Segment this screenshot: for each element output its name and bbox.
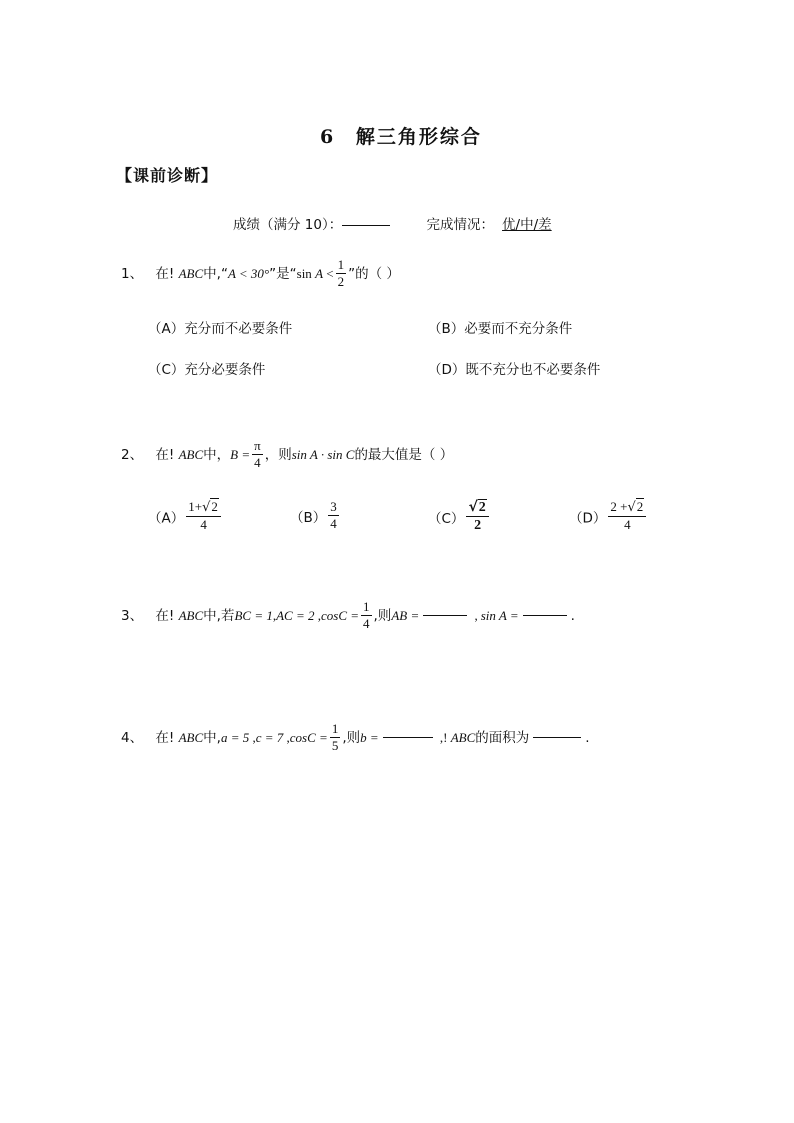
q4-number: 4、 xyxy=(121,729,144,746)
q2-option-a-fraction xyxy=(186,500,221,533)
q4-ze: ,则 xyxy=(342,729,361,746)
q3-ze: ,则 xyxy=(373,607,392,624)
q3-ab-blank[interactable] xyxy=(423,615,467,616)
q3-frac-num: 1 xyxy=(361,600,372,616)
q3-triangle: ABC xyxy=(178,607,204,623)
q4-comma-3: ,! xyxy=(436,729,451,745)
q1-option-a[interactable]: （A）充分而不必要条件 xyxy=(148,321,293,337)
q2-expression: sin A · sin C xyxy=(291,446,355,462)
q2-option-b-num: 3 xyxy=(328,500,339,516)
q2-zhong: 中， xyxy=(203,446,231,463)
q2-option-a-label: （A） xyxy=(148,510,185,527)
q3-fraction xyxy=(361,600,372,632)
q4-triangle-2: ABC xyxy=(450,729,476,745)
q2-frac-num: π xyxy=(252,439,263,455)
q2-option-b[interactable] xyxy=(290,500,341,532)
q1-option-b[interactable]: （B）必要而不充分条件 xyxy=(428,321,573,337)
q1-is: ”是“ xyxy=(269,265,297,282)
page-title xyxy=(320,122,482,149)
q2-c-radicand: 2 xyxy=(478,500,486,515)
q4-b: b = xyxy=(360,729,379,745)
status-label: 完成情况： xyxy=(426,217,495,233)
q2-option-d-label: （D） xyxy=(569,510,607,527)
q4-cos: cosC = xyxy=(289,729,328,745)
q2-frac-den: 4 xyxy=(254,455,261,471)
q2-triangle: ABC xyxy=(178,446,204,462)
q1-condition: A < 30° xyxy=(227,265,270,281)
q1-lead: 在! xyxy=(155,265,179,282)
q1-frac-num: 1 xyxy=(336,258,347,274)
q2-tail: 的最大值是（ ） xyxy=(354,446,454,463)
q4-area: 的面积为 xyxy=(475,729,530,746)
q4-frac-num: 1 xyxy=(330,722,341,738)
q4-frac-den: 5 xyxy=(331,738,339,754)
q2-option-c[interactable] xyxy=(428,500,491,534)
q2-b-eq: B = xyxy=(230,446,251,462)
q3-lead: 在! xyxy=(155,607,179,624)
q2-option-d-den: 4 xyxy=(624,517,631,533)
q1-number: 1、 xyxy=(121,265,144,282)
score-line xyxy=(233,213,552,233)
q1-frac-den: 2 xyxy=(337,274,345,290)
q2-a-num-text: 1+ xyxy=(188,499,203,514)
q2-d-num-text: 2 + xyxy=(610,499,628,514)
q4-b-blank[interactable] xyxy=(383,737,433,738)
q4-comma-1: , xyxy=(249,729,256,745)
q2-fraction xyxy=(252,439,263,471)
q2-option-c-label: （C） xyxy=(428,510,465,527)
q3-sina: sin A = xyxy=(480,607,519,623)
q4-lead: 在! xyxy=(155,729,179,746)
question-3 xyxy=(121,600,575,632)
q2-d-radicand: 2 xyxy=(636,499,644,514)
q3-comma-1: , xyxy=(272,607,277,623)
sqrt-icon: √ xyxy=(627,500,636,515)
q2-option-b-den: 4 xyxy=(330,516,337,532)
q2-option-c-fraction xyxy=(466,500,488,534)
q2-a-radicand: 2 xyxy=(211,499,218,514)
q2-number: 2、 xyxy=(121,446,144,463)
q3-comma-3: , xyxy=(471,607,478,623)
q2-option-c-den: 2 xyxy=(474,518,482,534)
q3-ab: AB = xyxy=(391,607,420,623)
q2-option-d-num xyxy=(608,500,646,517)
q2-option-c-num xyxy=(466,500,488,517)
q4-comma-2: , xyxy=(283,729,290,745)
q2-option-a-num xyxy=(186,500,221,517)
q1-triangle: ABC xyxy=(178,265,204,281)
q3-bc: BC = 1 xyxy=(234,607,273,623)
q3-ruo: 中,若 xyxy=(203,607,235,624)
q1-a: A xyxy=(315,265,324,281)
q4-area-blank[interactable] xyxy=(533,737,581,738)
title-number: 6 xyxy=(320,126,336,148)
q3-ac: AC = 2 xyxy=(276,607,315,623)
q3-cos: cosC = xyxy=(320,607,360,623)
q1-lt: < xyxy=(323,265,334,281)
q3-number: 3、 xyxy=(121,607,144,624)
q1-option-c[interactable]: （C）充分必要条件 xyxy=(148,362,266,378)
question-2 xyxy=(121,439,453,471)
q2-ze: ，则 xyxy=(264,446,292,463)
q1-mid: 中,“ xyxy=(203,265,228,282)
q1-fraction xyxy=(336,258,347,290)
q3-comma-2: , xyxy=(314,607,321,623)
sqrt-icon: √ xyxy=(202,500,211,515)
question-4 xyxy=(121,722,590,754)
q4-c: c = 7 xyxy=(255,729,284,745)
title-text: 解三角形综合 xyxy=(355,126,482,148)
score-blank[interactable] xyxy=(342,225,390,226)
sqrt-icon: √ xyxy=(468,499,478,515)
q2-option-b-fraction xyxy=(328,500,339,532)
q3-end: . xyxy=(570,607,575,624)
q2-option-d[interactable] xyxy=(569,500,648,533)
q1-tail: ”的（ ） xyxy=(348,265,400,282)
status-value: 优/中/差 xyxy=(502,217,552,233)
q3-sina-blank[interactable] xyxy=(523,615,567,616)
question-1 xyxy=(121,258,400,290)
q4-fraction xyxy=(330,722,341,754)
q4-a: a = 5 xyxy=(220,729,250,745)
q3-frac-den: 4 xyxy=(363,616,370,632)
q2-option-d-fraction xyxy=(608,500,646,533)
score-label: 成绩（满分 10）： xyxy=(233,217,343,233)
q4-triangle: ABC xyxy=(178,729,204,745)
section-heading: 【课前诊断】 xyxy=(116,166,219,185)
q4-zhong: 中, xyxy=(203,729,221,746)
q2-option-a-den: 4 xyxy=(200,517,207,533)
q1-sin: sin xyxy=(296,265,316,281)
q2-option-b-label: （B） xyxy=(290,509,327,526)
q2-option-a[interactable] xyxy=(148,500,223,533)
q2-lead: 在! xyxy=(155,446,179,463)
q4-end: . xyxy=(585,729,590,746)
q1-option-d[interactable]: （D）既不充分也不必要条件 xyxy=(428,362,601,378)
